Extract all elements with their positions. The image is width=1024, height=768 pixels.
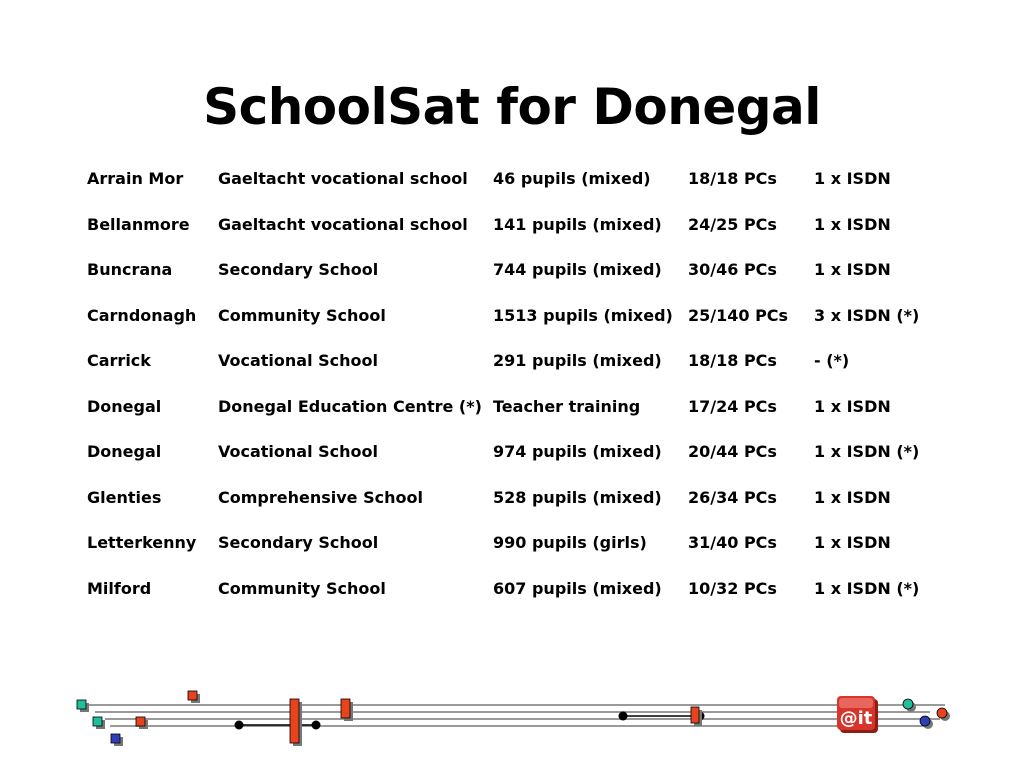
cell-connection: 1 x ISDN: [814, 487, 891, 507]
cell-location: Bellanmore: [87, 214, 190, 234]
cell-school-type: Secondary School: [218, 260, 379, 279]
cell-connection: - (*): [814, 351, 850, 370]
cell-school-type: Comprehensive School: [218, 487, 423, 507]
cell-pupils: 744 pupils (mixed): [493, 260, 662, 279]
slide-title: SchoolSat for Donegal: [203, 78, 821, 136]
table-row: [87, 215, 934, 261]
cell-pupils: 46 pupils (mixed): [493, 169, 651, 188]
cell-pupils: 528 pupils (mixed): [493, 487, 662, 507]
cell-school-type: Vocational School: [218, 442, 379, 461]
cell-pcs: 18/18 PCs: [688, 351, 777, 370]
cell-location: Glenties: [87, 487, 162, 507]
cell-pupils: 990 pupils (girls): [493, 533, 647, 552]
cell-location: Letterkenny: [87, 533, 197, 552]
cell-connection: 1 x ISDN: [814, 260, 891, 279]
cell-pcs: 17/24 PCs: [688, 396, 777, 416]
table-row: [87, 488, 934, 534]
cell-pcs: 25/140 PCs: [688, 305, 789, 325]
cell-location: Donegal: [87, 396, 162, 416]
cell-location: Buncrana: [87, 260, 173, 279]
cell-pcs: 20/44 PCs: [688, 442, 777, 461]
cell-school-type: Gaeltacht vocational school: [218, 169, 468, 188]
cell-pupils: 291 pupils (mixed): [493, 351, 662, 370]
table-row: [87, 533, 934, 579]
cell-pupils: 141 pupils (mixed): [493, 214, 662, 234]
cell-location: Donegal: [87, 442, 162, 461]
school-table: [87, 169, 934, 624]
cell-pupils: 1513 pupils (mixed): [493, 305, 673, 325]
cell-school-type: Secondary School: [218, 533, 379, 552]
cell-connection: 1 x ISDN (*): [814, 578, 920, 598]
table-row: [87, 306, 934, 352]
cell-pupils: Teacher training: [493, 396, 641, 416]
cell-pcs: 18/18 PCs: [688, 169, 777, 188]
cell-location: Milford: [87, 578, 152, 598]
cell-location: Arrain Mor: [87, 169, 184, 188]
cell-pcs: 10/32 PCs: [688, 578, 777, 598]
cell-connection: 3 x ISDN (*): [814, 305, 920, 325]
cell-connection: 1 x ISDN: [814, 533, 891, 552]
cell-location: Carrick: [87, 351, 151, 370]
cell-pupils: 607 pupils (mixed): [493, 578, 662, 598]
cell-school-type: Community School: [218, 578, 386, 598]
cell-connection: 1 x ISDN: [814, 396, 891, 416]
cell-pupils: 974 pupils (mixed): [493, 442, 662, 461]
table-row: [87, 442, 934, 488]
cell-school-type: Community School: [218, 305, 386, 325]
cell-location: Carndonagh: [87, 305, 197, 325]
table-row: [87, 397, 934, 443]
circuit-decoration-icon: [0, 680, 1024, 768]
logo-text: @it: [839, 708, 873, 729]
cell-school-type: Donegal Education Centre (*): [218, 396, 482, 416]
table-row: [87, 351, 934, 397]
cell-connection: 1 x ISDN (*): [814, 442, 920, 461]
cell-pcs: 31/40 PCs: [688, 533, 777, 552]
cell-pcs: 26/34 PCs: [688, 487, 777, 507]
cell-connection: 1 x ISDN: [814, 169, 891, 188]
cell-pcs: 30/46 PCs: [688, 260, 777, 279]
cell-school-type: Vocational School: [218, 351, 379, 370]
cell-connection: 1 x ISDN: [814, 214, 891, 234]
table-row: [87, 169, 934, 215]
cell-school-type: Gaeltacht vocational school: [218, 214, 468, 234]
cell-pcs: 24/25 PCs: [688, 214, 777, 234]
table-row: [87, 260, 934, 306]
ait-logo-icon: [837, 696, 878, 733]
table-row: [87, 579, 934, 625]
